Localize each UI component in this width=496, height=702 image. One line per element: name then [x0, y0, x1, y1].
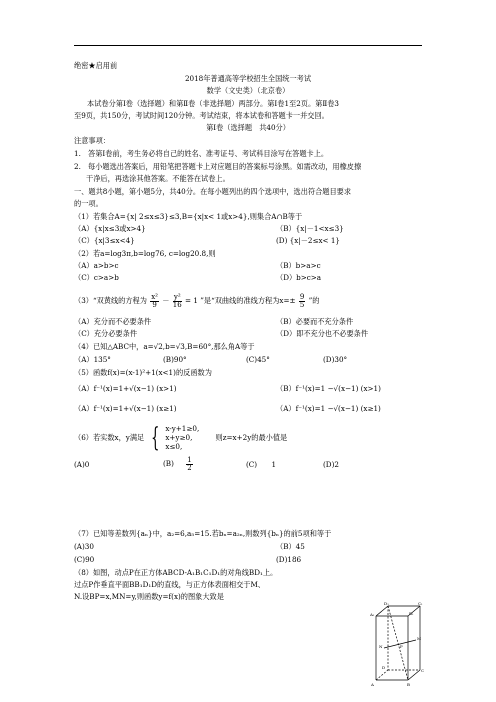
q7-option-c: (C)90: [74, 555, 95, 564]
q4-stem: （4）已知△ABC中，a=√2,b=√3,B=60°,那么角A等于: [74, 342, 255, 351]
q6-b-num: 1: [187, 455, 192, 464]
label-b1: B₁: [409, 611, 414, 616]
q2-option-c: （C）c>a>b: [74, 273, 119, 282]
q8-line-3: N.设BP=x,MN=y,则函数y=f(x)的图象大致是: [74, 592, 224, 601]
q3-option-a: （A）充分而不必要条件: [74, 317, 152, 326]
q2-option-d: （D）b>c>a: [276, 273, 322, 282]
label-b: B: [407, 682, 410, 687]
label-c1: C₁: [418, 602, 423, 606]
part-heading: 第Ⅰ卷（选择题 共40分）: [206, 123, 290, 132]
intro-line-2: 至9页，共150分，考试时间120分钟。考试结束，将本试卷和答题卡一并交回。: [74, 111, 329, 120]
q1-option-c: （C）{x|3≤x<4}: [74, 236, 135, 245]
q7-option-a: (A)30: [74, 542, 94, 551]
section-instructions-2: 的一项。: [74, 199, 103, 208]
q1-option-d: (D) {x|－2≤x< 1}: [276, 236, 340, 245]
q6-constraint-3: x≤0,: [165, 442, 183, 451]
q6-option-b-label: (B): [163, 459, 174, 468]
q3-f5: 5: [299, 300, 305, 309]
q3-stem: [74, 290, 319, 312]
label-a1: A₁: [370, 612, 375, 617]
q6-option-c: (C) 1: [246, 460, 277, 469]
q4-option-c: (C)45°: [246, 355, 270, 364]
q3-fraction-directrix: [299, 294, 305, 309]
q1-option-a: （A）{x|x≤3或x>4}: [74, 224, 146, 233]
q6-option-b: [163, 455, 194, 473]
q3-x2: x²: [151, 292, 158, 301]
q3-option-d: （D）即不充分也不必要条件: [276, 329, 369, 338]
q3-post: ”的: [308, 296, 320, 305]
q6-option-d: (D)2: [323, 460, 339, 469]
q8-line-1: （8）如图，动点P在正方体ABCD-A₁B₁C₁D₁的对角线BD₁上。: [74, 568, 278, 577]
label-d: D: [382, 665, 386, 670]
intro-line-1: 本试卷分第Ⅰ卷（选择题）和第Ⅱ卷（非选择题）两部分。第Ⅰ卷1至2页。第Ⅱ卷3: [87, 99, 339, 108]
q4-option-d: (D)30°: [323, 355, 348, 364]
q3-fraction-x: [150, 294, 159, 309]
q5-option-a: （A）f⁻¹(x)=1+√(x−1) (x>1): [74, 384, 177, 393]
q3-f9: 9: [299, 292, 305, 301]
q6-stem: [74, 424, 287, 451]
q4-option-a: （A）135°: [74, 355, 111, 364]
q7-stem: （7）已知等差数列{aₙ}中，a₂=6,a₅=15.若bₙ=a₂ₙ,则数列{bₙ}的前5项和等于: [74, 529, 332, 538]
exam-subtitle: 数学（文史类）（北京卷）: [206, 86, 290, 95]
q5-option-b: （B）f⁻¹(x)=1 −√(x−1) (x>1): [276, 384, 381, 393]
q6-constraint-1: x-y+1≥0,: [165, 424, 200, 433]
label-a: A: [371, 682, 374, 687]
q5-stem: （5）函数f(x)=(x-1)²+1(x<1)的反函数为: [74, 368, 212, 377]
label-p: P: [400, 644, 403, 649]
q5-option-d: （A）f⁻¹(x)=1 −√(x−1) (x≥1): [276, 404, 381, 413]
secret-label: 绝密★启用前: [74, 61, 118, 70]
q3-eq1: = 1: [185, 296, 198, 305]
q2-stem: （2）若a=log3π,b=log76, c=log20.8,则: [74, 249, 216, 258]
q3-fraction-y: [173, 294, 182, 309]
q8-line-2: 过点P作垂直平面BB₁D₁D的直线，与正方体表面相交于M、: [74, 580, 265, 589]
note-2b: 干净后，再选涂其他答案。不能答在试卷上。: [86, 174, 230, 183]
label-m: M: [417, 636, 422, 641]
q2-option-a: （A）a>b>c: [74, 261, 119, 270]
q3-prefix: （3）“双黄线的方程为: [74, 296, 147, 305]
note-1: 1. 答第Ⅰ卷前，考生务必将自己的姓名、准考证号、考试科目涂写在答题卡上。: [74, 149, 329, 158]
q1-option-b: （B）{x|－1<x≤3}: [276, 224, 344, 233]
q2-option-b: （B）b>a>c: [276, 261, 321, 270]
section-instructions-1: 一、题共8小题，第小题5分，共40分。在每小题列出的四个选项中，选出符合题目要求: [74, 187, 352, 196]
q6-brace: {: [150, 422, 159, 453]
q6-prefix: （6）若实数x，y满足: [74, 432, 145, 442]
q3-16: 16: [172, 300, 182, 309]
q6-option-b-fraction: [186, 457, 192, 472]
q3-9: 9: [152, 300, 157, 309]
q3-option-b: （B）必要而不充分条件: [276, 317, 354, 326]
q7-option-d: (D)186: [276, 555, 302, 564]
top-rule: [74, 45, 422, 46]
q3-mid: ”是“双曲线的准线方程为x=±: [200, 296, 296, 305]
q6-constraint-2: x+y≥0,: [165, 433, 193, 442]
q4-option-b: (B)90°: [163, 355, 187, 364]
label-c: C: [421, 668, 425, 673]
q3-y2: y²: [173, 292, 181, 301]
label-n: N: [379, 644, 383, 649]
q1-stem: （1）若集合A={x| 2≤x≤3}≤3,B={x|x< 1或x>4},则集合A∩B等于: [74, 212, 303, 221]
notes-heading: 注意事项：: [74, 136, 110, 145]
label-d1: D₁: [384, 602, 389, 606]
q6-post: 则z=x+2y的最小值是: [215, 432, 288, 442]
q6-system: [165, 424, 199, 451]
cube-figure: [370, 602, 426, 688]
q3-option-c: （C）充分必要条件: [74, 329, 138, 338]
exam-title: 2018年普通高等学校招生全国统一考试: [184, 74, 312, 83]
q6-option-a: (A)0: [74, 460, 90, 469]
q5-option-c: （A）f⁻¹(x)=1+√(x−1) (x≥1): [74, 404, 177, 413]
q6-b-den: 2: [187, 463, 192, 472]
note-2a: 2. 每小题选出答案后，用铅笔把答题卡上对应题目的答案标号涂黑。如需改动，用橡皮擦: [74, 162, 362, 171]
q7-option-b: （B）45: [276, 542, 305, 551]
q3-minus: －: [162, 296, 170, 305]
